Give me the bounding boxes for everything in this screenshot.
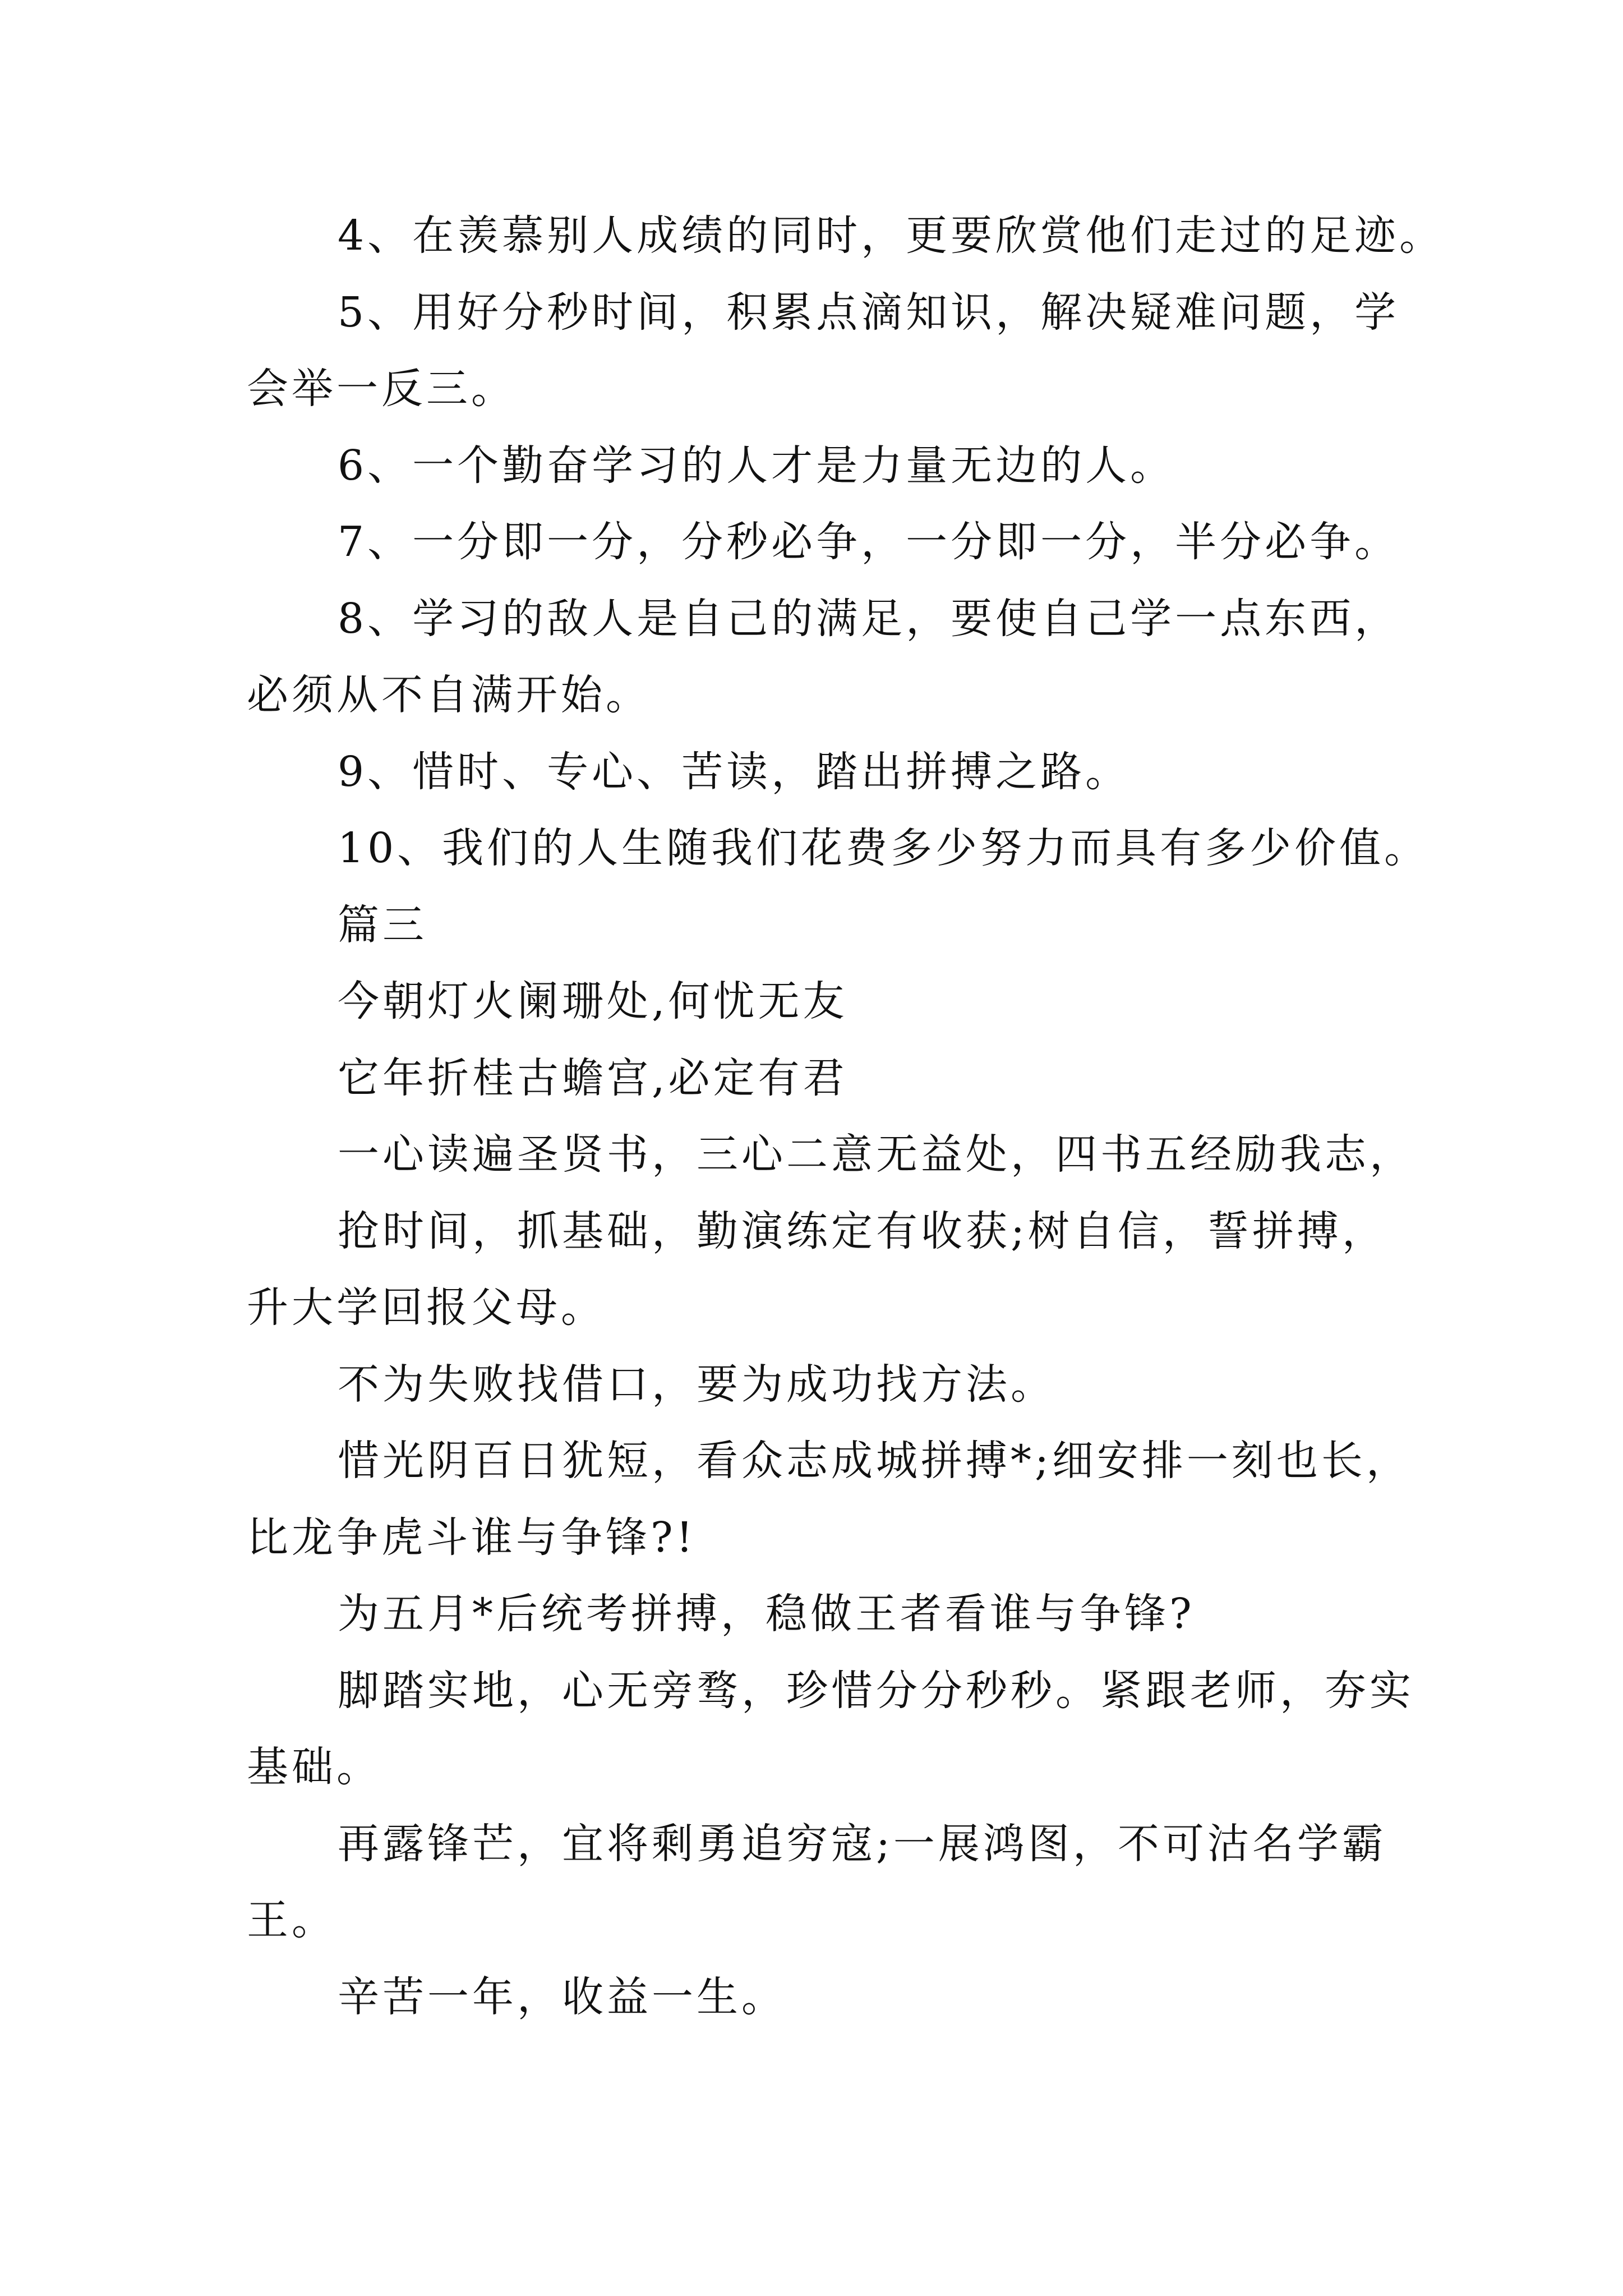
text-line-11: 今朝灯火阑珊处,何忧无友 — [338, 977, 848, 1025]
text-line-9: 10、我们的人生随我们花费多少努力而具有多少价值。 — [338, 824, 1430, 872]
text-line-14: 抢时间，抓基础，勤演练定有收获;树自信，誓拼搏， — [338, 1207, 1387, 1255]
text-line-5: 7、一分即一分，分秒必争，一分即一分，半分必争。 — [338, 518, 1400, 566]
text-line-1: 4、在羡慕别人成绩的同时，更要欣赏他们走过的足迹。 — [338, 211, 1445, 260]
text-line-17: 惜光阴百日犹短，看众志成城拼搏*;细安排一刻也长， — [338, 1437, 1411, 1485]
section-heading: 篇三 — [338, 901, 427, 949]
text-line-22: 再露锋芒，宜将剩勇追穷寇;一展鸿图，不可沽名学霸 — [338, 1820, 1387, 1868]
text-line-12: 它年折桂古蟾宫,必定有君 — [338, 1054, 848, 1102]
text-line-3: 会举一反三。 — [247, 365, 516, 413]
text-line-4: 6、一个勤奋学习的人才是力量无边的人。 — [338, 441, 1175, 490]
text-line-6: 8、学习的敌人是自己的满足，要使自己学一点东西， — [338, 595, 1400, 643]
text-line-21: 基础。 — [247, 1743, 381, 1791]
text-line-15: 升大学回报父母。 — [247, 1283, 606, 1332]
text-line-13: 一心读遍圣贤书，三心二意无益处，四书五经励我志， — [338, 1130, 1414, 1179]
text-line-23: 王。 — [247, 1896, 336, 1944]
text-line-8: 9、惜时、专心、苦读，踏出拼搏之路。 — [338, 748, 1131, 796]
text-line-16: 不为失败找借口，要为成功找方法。 — [338, 1360, 1055, 1409]
text-line-2: 5、用好分秒时间，积累点滴知识，解决疑难问题，学 — [338, 288, 1400, 337]
text-line-20: 脚踏实地，心无旁骛，珍惜分分秒秒。紧跟老师，夯实 — [338, 1667, 1414, 1715]
text-line-7: 必须从不自满开始。 — [247, 671, 651, 719]
text-line-18: 比龙争虎斗谁与争锋?! — [247, 1513, 697, 1562]
text-line-19: 为五月*后统考拼搏，稳做王者看谁与争锋? — [338, 1590, 1195, 1638]
text-line-24: 辛苦一年，收益一生。 — [338, 1973, 786, 2021]
